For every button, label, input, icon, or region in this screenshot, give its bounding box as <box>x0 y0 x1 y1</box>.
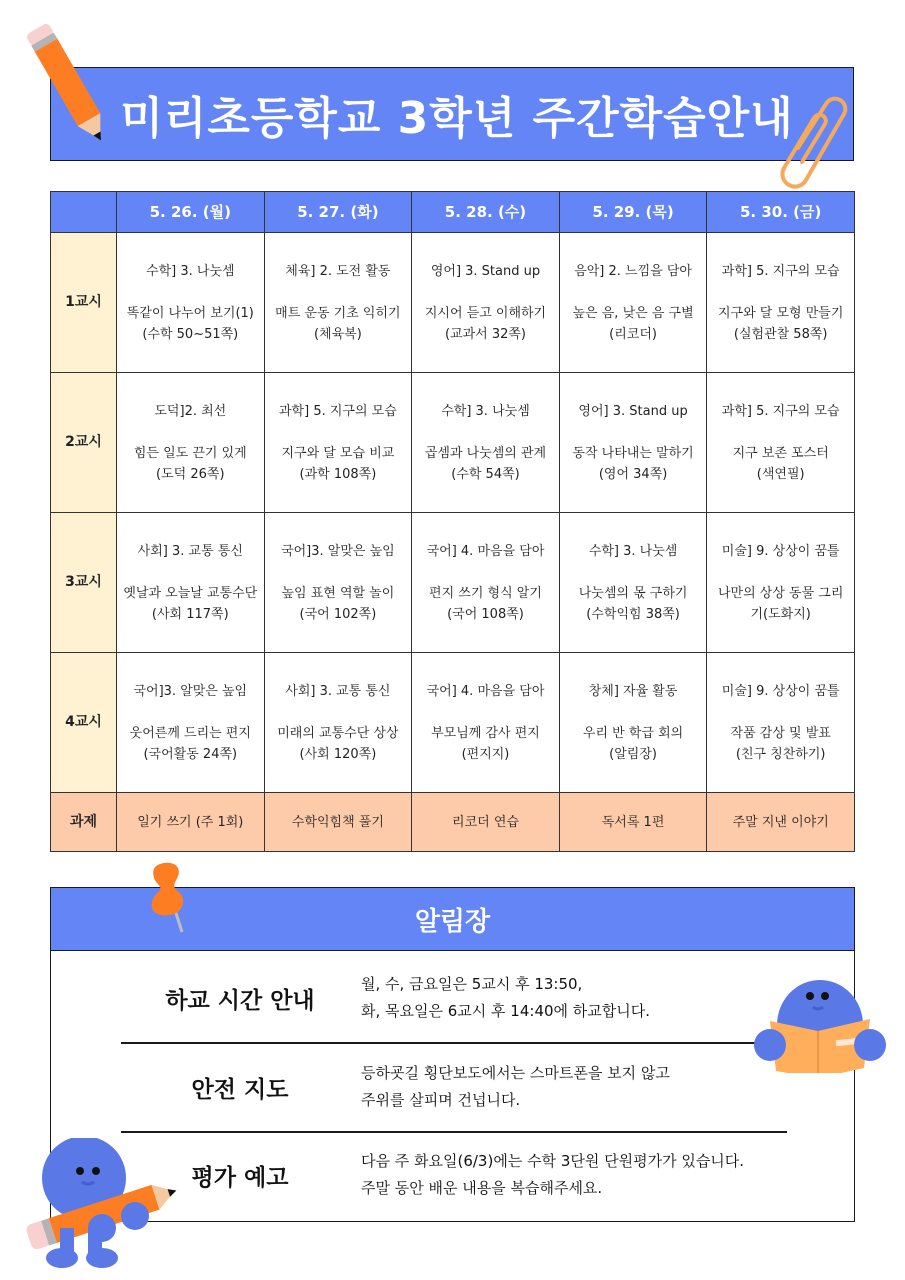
notice-line: 주말 동안 배운 내용을 복습해주세요. <box>361 1179 603 1197</box>
day-header: 5. 28. (수) <box>412 192 560 233</box>
lesson-subject: 국어]3. 알맞은 높임 <box>281 543 395 559</box>
page-title: 미리초등학교 3학년 주간학습안내 <box>120 93 794 144</box>
weekly-schedule-table <box>50 191 855 852</box>
lesson-activity: 부모님께 감사 편지 <box>431 725 540 741</box>
lesson-cell <box>707 653 855 793</box>
notice-item-body <box>359 1060 670 1114</box>
lesson-material: (국어 102쪽) <box>299 606 377 622</box>
lesson-material: (국어활동 24쪽) <box>143 746 238 762</box>
notice-line: 등하굣길 횡단보도에서는 스마트폰을 보지 않고 <box>361 1064 670 1082</box>
notice-item-assessment <box>121 1131 787 1219</box>
lesson-subject: 영어] 3. Stand up <box>578 403 688 419</box>
lesson-cell <box>559 233 707 373</box>
lesson-activity: 지시어 듣고 이해하기 <box>424 305 547 321</box>
lesson-cell <box>559 653 707 793</box>
lesson-cell <box>117 373 265 513</box>
lesson-subject: 사회] 3. 교통 통신 <box>137 543 243 559</box>
lesson-activity: 매트 운동 기초 익히기 <box>275 305 401 321</box>
lesson-cell <box>412 233 560 373</box>
lesson-subject: 국어] 4. 마음을 담아 <box>426 543 545 559</box>
homework-label: 과제 <box>51 793 117 852</box>
lesson-cell <box>264 653 412 793</box>
lesson-cell <box>707 513 855 653</box>
lesson-material: (수학 50~51쪽) <box>142 326 239 342</box>
lesson-subject: 미술] 9. 상상이 꿈틀 <box>721 683 840 699</box>
homework-cell: 일기 쓰기 (주 1회) <box>117 793 265 852</box>
lesson-activity: 옛날과 오늘날 교통수단 <box>123 585 258 601</box>
lesson-material: (실험관찰 58쪽) <box>733 326 828 342</box>
lesson-activity: 웃어른께 드리는 편지 <box>129 725 251 741</box>
notice-item-body <box>359 1148 744 1202</box>
notice-item-label: 하교 시간 안내 <box>165 987 315 1014</box>
notice-line: 화, 목요일은 6교시 후 14:40에 하교합니다. <box>361 1002 651 1020</box>
lesson-subject: 미술] 9. 상상이 꿈틀 <box>721 543 840 559</box>
lesson-material: (체육복) <box>313 326 362 342</box>
pencil-icon <box>14 18 124 153</box>
lesson-material: (수학익힘 38쪽) <box>586 606 680 622</box>
period-label: 1교시 <box>51 233 117 373</box>
period-label: 4교시 <box>51 653 117 793</box>
lesson-material: (리코더) <box>609 326 657 342</box>
table-header-row <box>51 192 855 233</box>
homework-cell: 수학익힘책 풀기 <box>264 793 412 852</box>
notice-line: 주위를 살피며 건넙니다. <box>361 1091 521 1109</box>
notice-item-label: 안전 지도 <box>191 1076 289 1103</box>
lesson-cell <box>117 513 265 653</box>
lesson-activity: 지구와 달 모형 만들기 <box>717 305 844 321</box>
lesson-activity: 나만의 상상 동물 그리 <box>717 585 844 601</box>
table-row <box>51 373 855 513</box>
lesson-cell <box>117 233 265 373</box>
lesson-material: (편지지) <box>461 746 510 762</box>
lesson-activity: 미래의 교통수단 상상 <box>277 725 399 741</box>
notice-line: 다음 주 화요일(6/3)에는 수학 3단원 단원평가가 있습니다. <box>361 1152 745 1170</box>
lesson-material: (영어 34쪽) <box>598 466 668 482</box>
lesson-cell <box>559 513 707 653</box>
notice-item-dismissal <box>121 954 787 1044</box>
lesson-material: (색연필) <box>756 466 805 482</box>
homework-cell: 독서록 1편 <box>559 793 707 852</box>
lesson-cell <box>707 233 855 373</box>
homework-cell: 주말 지낸 이야기 <box>707 793 855 852</box>
lesson-subject: 음악] 2. 느낌을 담아 <box>574 263 692 279</box>
lesson-material: (친구 칭찬하기) <box>735 746 826 762</box>
lesson-subject: 과학] 5. 지구의 모습 <box>721 263 840 279</box>
lesson-activity: 나눗셈의 몫 구하기 <box>578 585 688 601</box>
lesson-material: (수학 54쪽) <box>451 466 520 482</box>
lesson-subject: 과학] 5. 지구의 모습 <box>721 403 840 419</box>
lesson-subject: 과학] 5. 지구의 모습 <box>279 403 397 419</box>
day-header: 5. 29. (목) <box>559 192 707 233</box>
lesson-subject: 수학] 3. 나눗셈 <box>588 543 678 559</box>
table-row <box>51 233 855 373</box>
lesson-cell <box>412 513 560 653</box>
lesson-cell <box>559 373 707 513</box>
lesson-cell <box>707 373 855 513</box>
lesson-material: (사회 117쪽) <box>151 606 229 622</box>
lesson-activity: 작품 감상 및 발표 <box>730 725 831 741</box>
notice-line: 월, 수, 금요일은 5교시 후 13:50, <box>361 975 583 993</box>
lesson-activity: 우리 반 학급 회의 <box>582 725 684 741</box>
lesson-subject: 도덕]2. 최선 <box>154 403 227 419</box>
lesson-activity: 똑같이 나누어 보기(1) <box>126 305 254 321</box>
day-header: 5. 26. (월) <box>117 192 265 233</box>
lesson-activity: 높은 음, 낮은 음 구별 <box>572 305 694 321</box>
pencil-character-icon <box>22 1138 192 1268</box>
notice-title: 알림장 <box>414 906 491 937</box>
day-header: 5. 30. (금) <box>707 192 855 233</box>
lesson-subject: 영어] 3. Stand up <box>430 263 541 279</box>
paperclip-icon <box>768 88 853 193</box>
notice-item-label: 평가 예고 <box>191 1164 289 1191</box>
lesson-cell <box>264 513 412 653</box>
homework-cell: 리코더 연습 <box>412 793 560 852</box>
table-row <box>51 513 855 653</box>
lesson-material: (사회 120쪽) <box>299 746 377 762</box>
lesson-material: (알림장) <box>609 746 657 762</box>
lesson-material: (국어 108쪽) <box>447 606 524 622</box>
notice-item-body <box>359 971 650 1025</box>
period-label: 2교시 <box>51 373 117 513</box>
lesson-cell <box>264 233 412 373</box>
lesson-subject: 창체] 자율 활동 <box>588 683 678 699</box>
lesson-cell <box>264 373 412 513</box>
corner-cell <box>51 192 117 233</box>
lesson-activity: 높임 표현 역할 놀이 <box>281 585 395 601</box>
lesson-cell <box>412 653 560 793</box>
lesson-material: (도덕 26쪽) <box>156 466 225 482</box>
lesson-cell <box>117 653 265 793</box>
homework-row <box>51 793 855 852</box>
title-banner <box>50 67 854 161</box>
reading-character-icon <box>752 963 888 1073</box>
lesson-activity: 지구 보존 포스터 <box>732 445 829 461</box>
lesson-activity: 편지 쓰기 형식 알기 <box>429 585 542 601</box>
lesson-activity: 동작 나타내는 말하기 <box>572 445 694 461</box>
lesson-subject: 국어] 4. 마음을 담아 <box>426 683 545 699</box>
lesson-activity: 힘든 일도 끈기 있게 <box>133 445 247 461</box>
lesson-cell <box>412 373 560 513</box>
lesson-material: 기(도화지) <box>750 606 811 622</box>
period-label: 3교시 <box>51 513 117 653</box>
lesson-material: (과학 108쪽) <box>299 466 377 482</box>
notice-item-safety <box>121 1043 787 1133</box>
lesson-subject: 수학] 3. 나눗셈 <box>146 263 235 279</box>
lesson-activity: 곱셈과 나눗셈의 관계 <box>424 445 547 461</box>
lesson-subject: 체육] 2. 도전 활동 <box>285 263 391 279</box>
pushpin-icon <box>142 860 197 935</box>
day-header: 5. 27. (화) <box>264 192 412 233</box>
lesson-subject: 수학] 3. 나눗셈 <box>441 403 530 419</box>
lesson-material: (교과서 32쪽) <box>444 326 527 342</box>
lesson-activity: 지구와 달 모습 비교 <box>281 445 395 461</box>
table-row <box>51 653 855 793</box>
lesson-subject: 사회] 3. 교통 통신 <box>285 683 391 699</box>
lesson-subject: 국어]3. 알맞은 높임 <box>133 683 248 699</box>
